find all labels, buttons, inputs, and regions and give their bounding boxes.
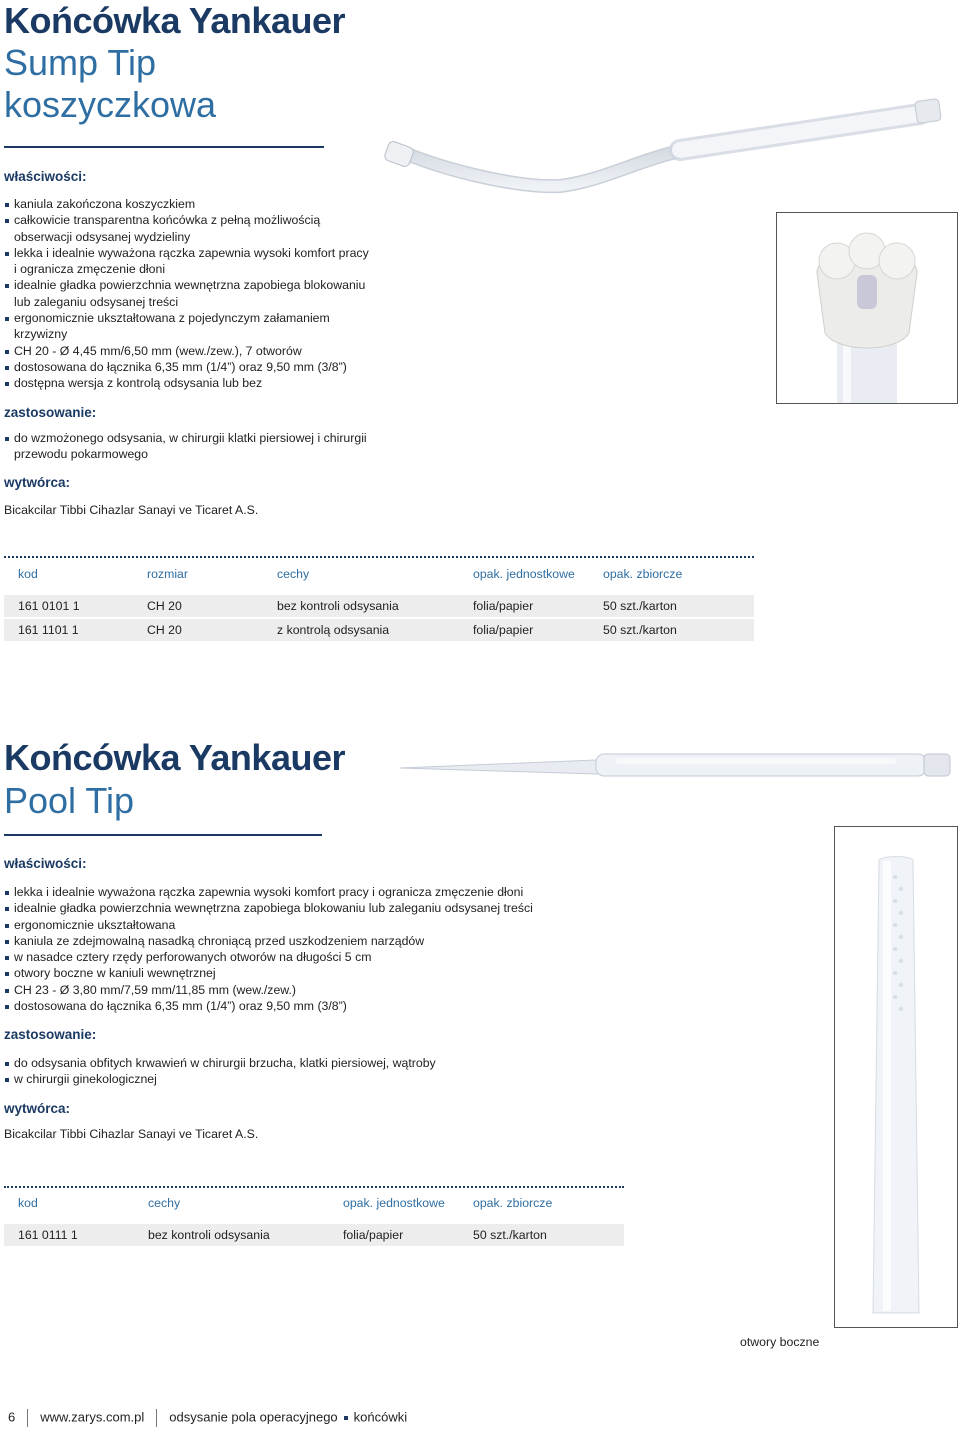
- table-cell: folia/papier: [473, 599, 534, 613]
- table-header-row: [4, 1193, 624, 1215]
- table-cell: folia/papier: [473, 623, 534, 637]
- table-row: [4, 1224, 624, 1246]
- sump-tip-product-image: [380, 80, 950, 200]
- column-header-opak-zbiorcze: opak. zbiorcze: [603, 567, 683, 581]
- list-item: otwory boczne w kaniuli wewnętrznej: [4, 965, 764, 981]
- column-header-opak-jednostkowe: opak. jednostkowe: [343, 1196, 445, 1210]
- list-item: lekka i idealnie wyważona rączka zapewnia wysoki komfort pracy i ogranicza zmęczenie dłoni: [4, 884, 764, 900]
- section1-product-table: [4, 564, 754, 644]
- list-item: w nasadce cztery rzędy perforowanych otworów na długości 5 cm: [4, 949, 764, 965]
- column-header-kod: kod: [18, 1196, 38, 1210]
- section1-usage-list: [4, 430, 374, 463]
- table-cell: z kontrolą odsysania: [277, 623, 390, 637]
- list-item: do odsysania obfitych krwawień w chirurgii brzucha, klatki piersiowej, wątroby: [4, 1055, 764, 1071]
- table-cell: 50 szt./karton: [603, 623, 677, 637]
- table-cell: bez kontroli odsysania: [277, 599, 399, 613]
- page-number: 6: [8, 1409, 16, 1425]
- section2-usage-list: [4, 1055, 764, 1088]
- column-header-rozmiar: rozmiar: [147, 567, 188, 581]
- section1-usage-heading: zastosowanie:: [4, 405, 97, 420]
- section1-title-light-1: Sump Tip: [4, 42, 157, 83]
- pool-tip-closeup-photo: [834, 826, 958, 1328]
- table-cell: bez kontroli odsysania: [148, 1228, 270, 1242]
- section2-properties-heading: właściwości:: [4, 856, 87, 871]
- table-cell: 161 0111 1: [18, 1228, 78, 1242]
- section2-manufacturer: Bicakcilar Tibbi Cihazlar Sanayi ve Ticaret A.S.: [4, 1127, 259, 1141]
- section2-table-divider: [4, 1186, 624, 1188]
- section1-title-light-2: koszyczkowa: [4, 84, 217, 125]
- section2-product-table: [4, 1193, 624, 1249]
- column-header-kod: kod: [18, 567, 38, 581]
- column-header-cechy: cechy: [277, 567, 310, 581]
- table-cell: CH 20: [147, 599, 182, 613]
- list-item: kaniula ze zdejmowalną nasadką chroniącą przed uszkodzeniem narządów: [4, 933, 764, 949]
- page-footer: [8, 1409, 407, 1427]
- table-cell: 50 szt./karton: [603, 599, 677, 613]
- list-item: ergonomicznie ukształtowana: [4, 917, 764, 933]
- section1-title-bold: Końcówka Yankauer: [4, 0, 345, 41]
- table-row: [4, 619, 754, 641]
- footer-divider: [27, 1409, 28, 1427]
- list-item: całkowicie transparentna końcówka z pełną możliwością obserwacji odsysanej wydzieliny: [4, 212, 370, 245]
- column-header-opak-jednostkowe: opak. jednostkowe: [473, 567, 575, 581]
- bullet-icon: [344, 1416, 348, 1420]
- footer-section: odsysanie pola operacyjnego: [169, 1409, 338, 1425]
- section2-properties-list: [4, 884, 764, 1014]
- list-item: w chirurgii ginekologicznej: [4, 1071, 764, 1087]
- section2-usage-heading: zastosowanie:: [4, 1027, 97, 1042]
- pool-tip-product-image: [396, 748, 956, 784]
- section1-manufacturer: Bicakcilar Tibbi Cihazlar Sanayi ve Ticaret A.S.: [4, 503, 259, 517]
- list-item: CH 20 - Ø 4,45 mm/6,50 mm (wew./zew.), 7 otworów: [4, 343, 370, 359]
- section1-properties-heading: właściwości:: [4, 169, 87, 184]
- table-cell: 161 0101 1: [18, 599, 80, 613]
- basket-tip-closeup-photo: [776, 212, 958, 404]
- section1-properties-list: [4, 196, 370, 392]
- list-item: ergonomicznie ukształtowana z pojedynczym załamaniem krzywizny: [4, 310, 370, 343]
- section1-title-rule: [4, 146, 324, 148]
- list-item: dostosowana do łącznika 6,35 mm (1/4”) oraz 9,50 mm (3/8”): [4, 359, 370, 375]
- photo-caption: otwory boczne: [740, 1335, 820, 1349]
- table-cell: folia/papier: [343, 1228, 404, 1242]
- column-header-opak-zbiorcze: opak. zbiorcze: [473, 1196, 553, 1210]
- section2-title-bold: Końcówka Yankauer: [4, 737, 345, 778]
- list-item: idealnie gładka powierzchnia wewnętrzna zapobiega blokowaniu lub zaleganiu odsysanej treści: [4, 277, 370, 310]
- table-cell: CH 20: [147, 623, 182, 637]
- list-item: kaniula zakończona koszyczkiem: [4, 196, 370, 212]
- footer-divider: [156, 1409, 157, 1427]
- list-item: lekka i idealnie wyważona rączka zapewnia wysoki komfort pracy i ogranicza zmęczenie dłoni: [4, 245, 370, 278]
- list-item: do wzmożonego odsysania, w chirurgii klatki piersiowej i chirurgii przewodu pokarmowego: [4, 430, 374, 463]
- list-item: dostępna wersja z kontrolą odsysania lub bez: [4, 375, 370, 391]
- footer-subsection: końcówki: [353, 1409, 408, 1425]
- list-item: dostosowana do łącznika 6,35 mm (1/4”) oraz 9,50 mm (3/8”): [4, 998, 764, 1014]
- list-item: idealnie gładka powierzchnia wewnętrzna zapobiega blokowaniu lub zaleganiu odsysanej treści: [4, 900, 764, 916]
- table-header-row: [4, 564, 754, 586]
- section2-title-light: Pool Tip: [4, 780, 135, 821]
- list-item: CH 23 - Ø 3,80 mm/7,59 mm/11,85 mm (wew./zew.): [4, 982, 764, 998]
- section2-manufacturer-heading: wytwórca:: [4, 1101, 71, 1116]
- website-link[interactable]: www.zarys.com.pl: [40, 1409, 145, 1425]
- table-row: [4, 595, 754, 617]
- table-cell: 50 szt./karton: [473, 1228, 547, 1242]
- table-cell: 161 1101 1: [18, 623, 79, 637]
- column-header-cechy: cechy: [148, 1196, 181, 1210]
- section1-table-divider: [4, 556, 754, 558]
- section1-manufacturer-heading: wytwórca:: [4, 475, 71, 490]
- section2-title-rule: [4, 834, 322, 836]
